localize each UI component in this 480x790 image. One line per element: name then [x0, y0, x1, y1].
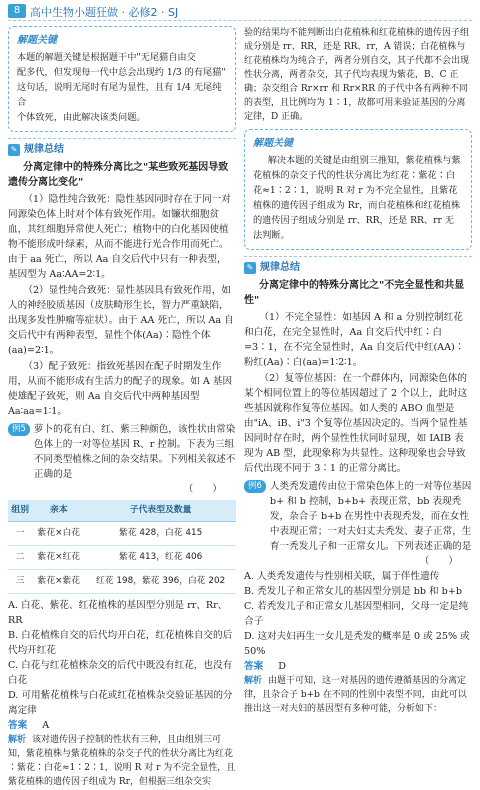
answer-value: A: [42, 720, 50, 731]
left-column: [8, 26, 236, 790]
option: C. 若秃发儿子和正常女儿基因型相同，父母一定是纯合子: [244, 601, 469, 627]
analysis-continued: 验的结果均不能判断出白花植株和红花植株的遗传因子组成分别是 rr、RR，还是 RR、rr，A 错误；白花植株与红花植株均为纯合子，两者分别自交，其子代都不会出现性状分离，两者杂交，其子代均表现为紫花，B、C 正确；杂交组合 Rr×rr 和 Rr×RR 的子代中各有两种不同的表型，且比例均为 1∶1，故都可用来验证基因的分离定律，D 正确。: [244, 28, 470, 122]
option: A. 白花、紫花、红花植株的基因型分别是 rr、Rr、RR: [8, 600, 228, 626]
answer-paren: （ ）: [419, 556, 458, 567]
answer-label: 答案: [244, 661, 264, 672]
section-heading: 分离定律中的特殊分离比之"某些致死基因导致遗传分离比变化": [8, 162, 229, 188]
table-header: 子代表型及数量: [85, 500, 236, 522]
table-cell: 紫花 413，红花 406: [85, 546, 236, 570]
example-stem: 人类秃发遗传由位于常染色体上的一对等位基因 b+ 和 b 控制，b+b+ 表现正常，bb 表现秃发，杂合子 b+b 在男性中表现秃发，而在女性中表现正常；一对夫妇丈夫秃发、妻子正常，生育一秃发儿子和一正常女儿。下列表述正确的是: [269, 481, 472, 552]
section-heading: 分离定律中的特殊分离比之"不完全显性和共显性": [244, 280, 465, 306]
rule-icon: ✎: [244, 262, 256, 274]
table-row: [8, 570, 236, 594]
table-row: [8, 546, 236, 570]
book-title: 高中生物小题狂做 · 必修2 · SJ: [30, 6, 179, 19]
rule-icon: ✎: [8, 144, 20, 156]
analysis-text: 该对遗传因子控制的性状有三种，且由组别三可知，紫花植株与紫花植株的杂交子代的性状分离比为红花∶紫花∶白花≈1∶2∶1，说明 R 对 r 为不完全显性，且紫花植株的遗传因子组成为 Rr，但根据三组杂交实: [8, 735, 236, 787]
key-point-box-2: [244, 129, 472, 250]
key-point-line: 配多代，但发现每一代中总会出现约 1/3 的有尾猫": [17, 67, 226, 78]
analysis-label: 解析: [8, 735, 27, 745]
key-point-line: 本题的解题关键是根据题干中"无尾猫自由交: [17, 52, 196, 63]
cross-table: [8, 500, 236, 594]
paragraph: （3）配子致死：指致死基因在配子时期发生作用，从而不能形成有生活力的配子的现象。如 A 基因使雄配子致死，则 Aa 自交后代中两种基因型 Aa∶aa=1∶1。: [8, 361, 233, 417]
option: A. 人类秃发遗传与性别相关联，属于伴性遗传: [244, 571, 440, 582]
answer-line: [244, 659, 472, 674]
table-row: [8, 522, 236, 546]
key-point-box-1: [8, 26, 236, 132]
table-header: 组别: [8, 500, 32, 522]
analysis-label: 解析: [244, 676, 263, 686]
table-cell: 紫花×红花: [32, 546, 85, 570]
example-6: [244, 479, 472, 554]
option: D. 可用紫花植株与白花或红花植株杂交验证基因的分离定律: [8, 690, 233, 716]
section-bar: [244, 256, 472, 275]
key-point-text: 解决本题的关键是由组别三推知，紫花植株与紫花植株的杂交子代的性状分离比为红花∶紫花∶白花≈1∶2∶1，说明 R 对 r 为不完全显性，且紫花植株的遗传因子组成为 Rr，而白花植株和红花植株的遗传因子组成分别是 rr、RR，还是 RR、rr 无法判断。: [253, 155, 461, 241]
key-point-line: 个体致死，由此解决该类问题。: [17, 112, 146, 123]
table-cell: 红花 198，紫花 396，白花 202: [85, 570, 236, 594]
section-label: 规律总结: [260, 262, 300, 273]
answer-paren: （ ）: [183, 484, 222, 495]
table-header-row: [8, 500, 236, 522]
paragraph: （1）不完全显性：如基因 A 和 a 分别控制红花和白花，在完全显性时，Aa 自交后代中红∶白=3∶1，在不完全显性时，Aa 自交后代中红(AA)∶粉红(Aa)∶白(aa)=1∶2∶1。: [244, 312, 465, 368]
analysis-text: 由题干可知，这一对基因的遗传遵循基因的分离定律，且杂合子 b+b 在不同的性别中表型不同，由此可以推出这一对夫妇的基因型有多种可能，分析如下：: [244, 676, 467, 714]
analysis: [8, 733, 236, 789]
table-cell: 紫花×白花: [32, 522, 85, 546]
answer-line: [8, 718, 236, 733]
analysis: [244, 674, 472, 716]
example-tag: 例5: [8, 423, 30, 436]
answer-label: 答案: [8, 720, 28, 731]
example-stem: 萝卜的花有白、红、紫三种颜色，该性状由常染色体上的一对等位基因 R、r 控制。下表为三组不同类型植株之间的杂交结果。下列相关叙述不正确的是: [33, 424, 236, 480]
key-point-title: 解题关键: [253, 138, 293, 149]
table-cell: 二: [8, 546, 32, 570]
table-cell: 三: [8, 570, 32, 594]
page-number: 8: [8, 4, 26, 18]
key-point-line: 这句话，说明无尾时有尾为显性，且有 1/4 无尾纯合: [17, 82, 222, 108]
option: D. 这对夫妇再生一女儿是秃发的概率是 0 或 25% 或 50%: [244, 631, 470, 657]
paragraph: （2）复等位基因：在一个群体内，同源染色体的某个相同位置上的等位基因超过了 2 个以上，此时这些基因就称作复等位基因。如人类的 ABO 血型是由"iA、iB、i"3 个复等位基因决定的。当两个显性基因同时存在时，两个显性性状同时显现，如 IAIB 表现为 AB 型，此现象称为共显性。这种现象也会导致后代出现不同于 3∶1 的正常分离比。: [244, 373, 468, 474]
table-header: 亲本: [32, 500, 85, 522]
right-column: [244, 26, 472, 717]
option: B. 秃发儿子和正常女儿的基因型分别是 bb 和 b+b: [244, 586, 462, 597]
header-divider: [8, 20, 472, 21]
example-5: [8, 422, 236, 482]
option: B. 白花植株自交的后代均开白花，红花植株自交的后代均开红花: [8, 630, 233, 656]
paragraph: （1）隐性纯合致死：隐性基因同时存在于同一对同源染色体上时对个体有致死作用。如镰状细胞贫血，其红细胞异常使人死亡；植物中的白化基因使植物不能形成叶绿素，从而不能进行光合作用而死亡。由于 aa 死亡，所以 Aa 自交后代中只有一种表型，基因型为 Aa∶AA=2∶1。: [8, 194, 231, 280]
table-cell: 紫花 428，白花 415: [85, 522, 236, 546]
answer-value: D: [278, 661, 286, 672]
page-header: [0, 0, 480, 22]
paragraph: （2）显性纯合致死：显性基因具有致死作用，如人的神经胶质基因（皮肤畸形生长，智力严重缺陷，出现多发性肿瘤等症状）。由于 AA 死亡，所以 Aa 自交后代中有两种表型，显性个体(Aa)∶隐性个体(aa)=2∶1。: [8, 285, 234, 356]
option: C. 白花与红花植株杂交的后代中既没有红花，也没有白花: [8, 660, 233, 686]
key-point-title: 解题关键: [17, 35, 57, 46]
example-tag: 例6: [244, 480, 266, 493]
table-cell: 紫花×紫花: [32, 570, 85, 594]
section-bar: [8, 138, 236, 157]
table-cell: 一: [8, 522, 32, 546]
section-label: 规律总结: [24, 144, 64, 155]
